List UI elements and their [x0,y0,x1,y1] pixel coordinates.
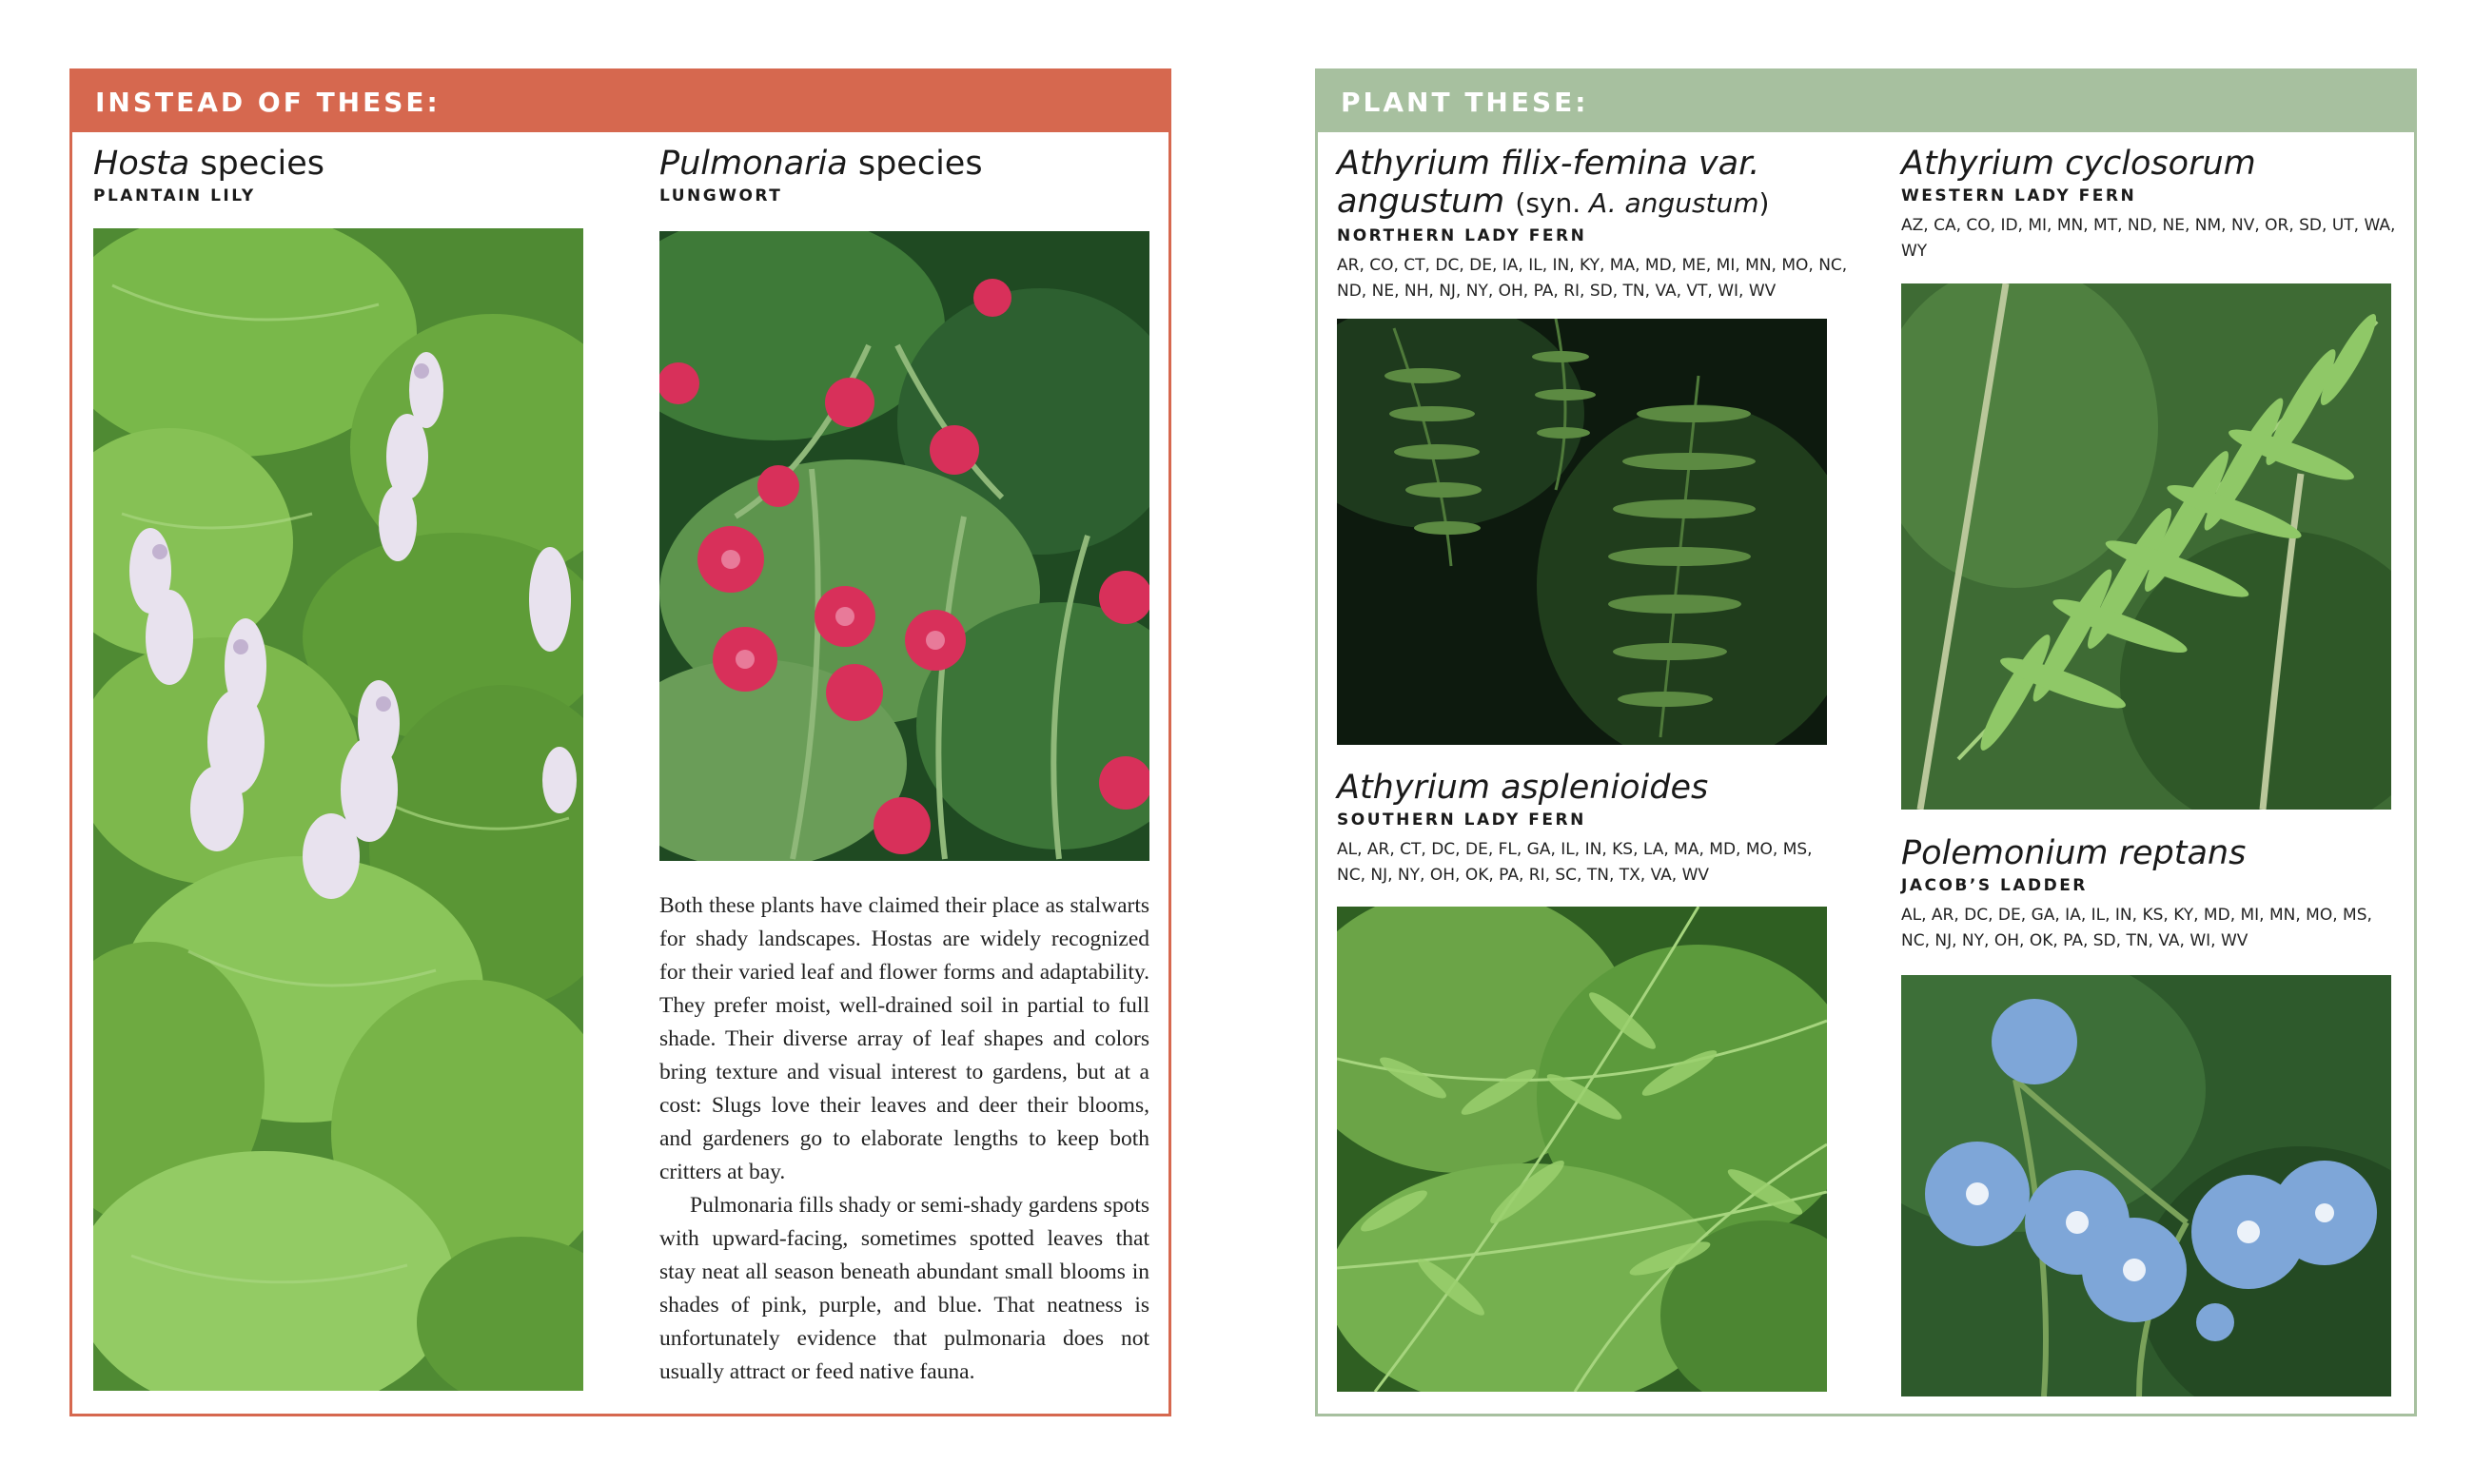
plant-entry-southern-lady-fern [1337,769,1841,888]
plant-name: Athyrium asplenioides [1337,769,1709,807]
southern-lady-fern-photo [1337,907,1827,1392]
plant-name: Athyrium filix-femina var. angustum (syn. A. angustum) [1337,145,1770,221]
state-list: AZ, CA, CO, ID, MI, MN, MT, ND, NE, NM, NV, OR, SD, UT, WA, WY [1901,216,2396,261]
common-name: NORTHERN LADY FERN [1337,226,1587,245]
panel-header: INSTEAD OF THESE: [72,71,1168,132]
northern-lady-fern-photo [1337,319,1827,745]
plant-name: Polemonium reptans [1901,834,2247,872]
common-name: JACOB’S LADDER [1901,876,2088,895]
plant-name: Hosta species [93,145,324,183]
plant-entry-hosta [93,145,324,205]
plant-name: Pulmonaria species [659,145,983,183]
plant-entry-northern-lady-fern [1337,145,1851,304]
pulmonaria-photo [659,231,1149,861]
plant-name: Athyrium cyclosorum [1901,145,2256,183]
common-name: PLANTAIN LILY [93,186,256,205]
plant-entry-jacobs-ladder [1901,834,2396,954]
state-list: AL, AR, CT, DC, DE, FL, GA, IL, IN, KS, LA, MA, MD, MO, MS, NC, NJ, NY, OH, OK, PA, RI, SC, TN, TX, VA, WV [1337,840,1813,885]
common-name: WESTERN LADY FERN [1901,186,2137,205]
paragraph: Both these plants have claimed their place as stalwarts for shady landscapes. Hostas are widely recognized for their varied leaf and flower forms and adaptability. They prefer moist, well-drained soil in partial to full shade. Their diverse array of leaf shapes and colors bring texture and visual interest to gardens, but at a cost: Slugs love their leaves and deer their blooms, and gardeners go to elaborate lengths to keep both critters at bay. [659,893,1149,1184]
plant-entry-western-lady-fern [1901,145,2396,264]
jacobs-ladder-photo [1901,975,2391,1396]
common-name: SOUTHERN LADY FERN [1337,810,1586,830]
hosta-photo [93,228,583,1391]
panel-header: PLANT THESE: [1318,71,2414,132]
state-list: AR, CO, CT, DC, DE, IA, IL, IN, KY, MA, MD, ME, MI, MN, MO, NC, ND, NE, NH, NJ, NY, OH, PA, RI, SD, TN, VA, VT, WI, WV [1337,256,1848,301]
description-text [659,889,1149,1389]
paragraph: Pulmonaria fills shady or semi-shady gardens spots with upward-facing, sometimes spotted leaves that stay neat all season beneath abundant small blooms in shades of pink, purple, and blue. That neatness is unfortunately evidence that pulmonaria does not usually attract or feed native fauna. [659,1193,1149,1384]
plant-entry-pulmonaria [659,145,983,205]
western-lady-fern-photo [1901,283,2391,810]
state-list: AL, AR, DC, DE, GA, IA, IL, IN, KS, KY, MD, MI, MN, MO, MS, NC, NJ, NY, OH, OK, PA, SD, TN, VA, WI, WV [1901,906,2372,950]
common-name: LUNGWORT [659,186,783,205]
